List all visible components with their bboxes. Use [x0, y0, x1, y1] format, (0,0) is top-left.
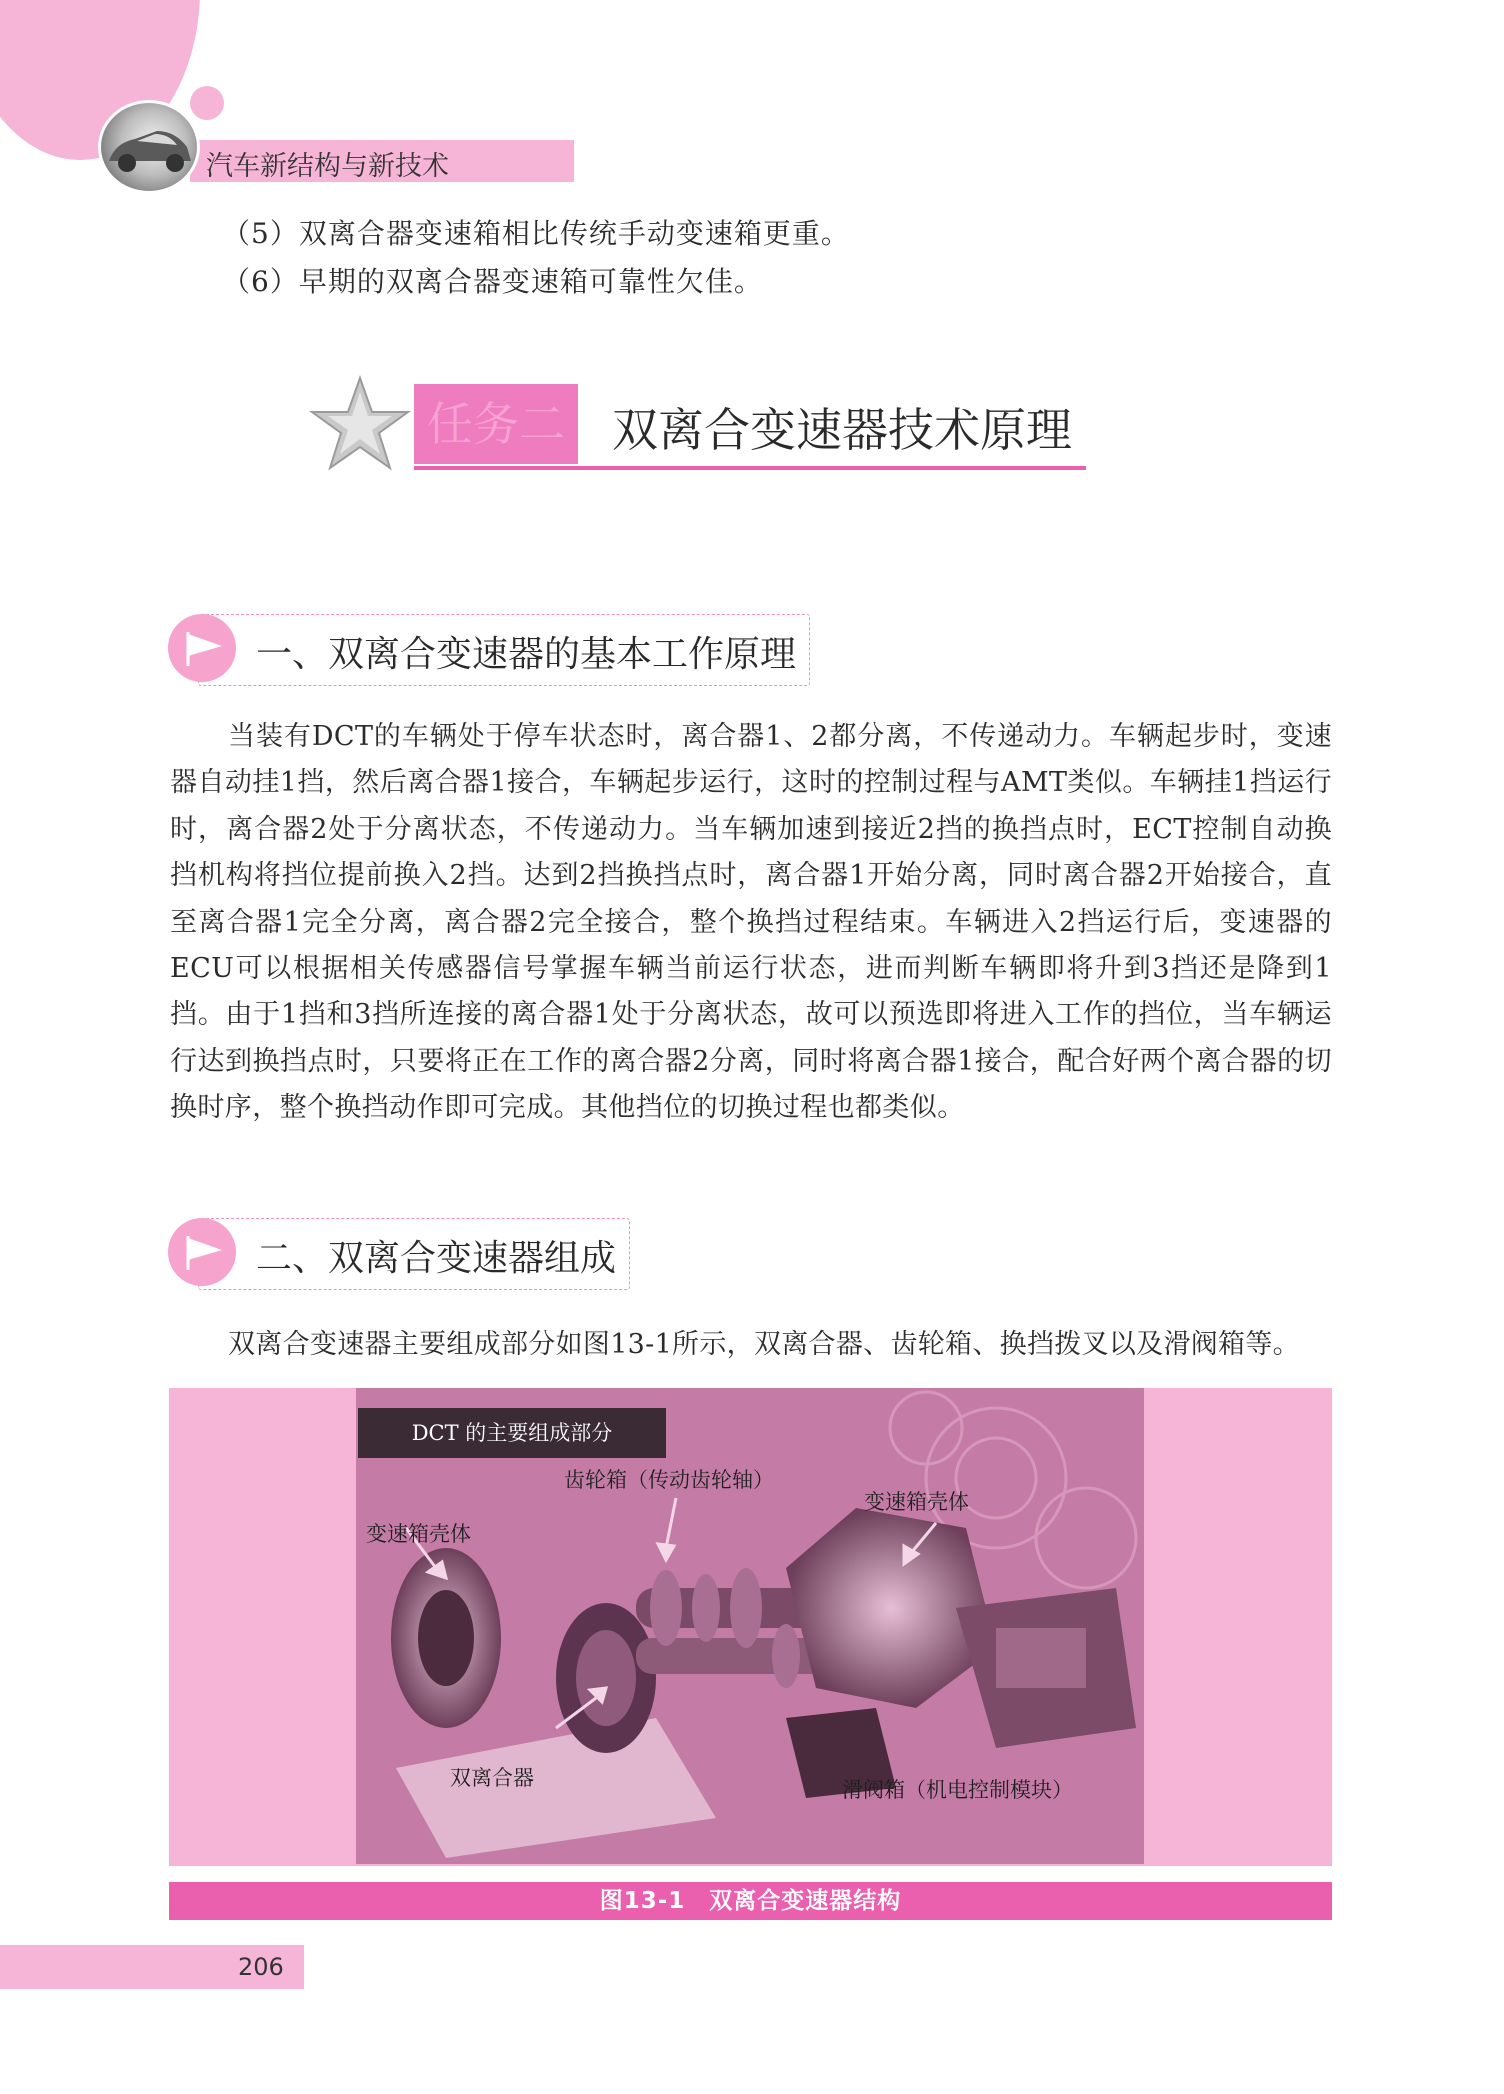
task-badge-label: 任务二	[427, 397, 565, 451]
figure-photo	[356, 1388, 1144, 1864]
section-heading-circle	[168, 1218, 236, 1286]
label-dual-clutch: 双离合器	[450, 1766, 534, 1790]
figure-photo-title-box	[358, 1408, 666, 1458]
flag-icon	[168, 614, 236, 682]
figure-caption-bar	[169, 1882, 1332, 1920]
label-valve-body: 滑阀箱（机电控制模块）	[842, 1778, 1073, 1802]
list-item: （6）早期的双离合器变速箱可靠性欠佳。	[222, 265, 763, 298]
figure-photo-title: DCT 的主要组成部分	[411, 1421, 613, 1445]
section-heading-circle	[168, 614, 236, 682]
corner-dot-decoration	[190, 86, 224, 120]
car-icon	[101, 103, 197, 191]
header-car-thumbnail	[98, 100, 200, 194]
list-item: （5）双离合器变速箱相比传统手动变速箱更重。	[222, 217, 850, 250]
task-underline	[414, 466, 1086, 470]
body-paragraph: 当装有DCT的车辆处于停车状态时，离合器1、2都分离，不传递动力。车辆起步时，变速器自动挂1挡，然后离合器1接合，车辆起步运行，这时的控制过程与AMT类似。车辆挂1挡运行时，离合器2处于分离状态，不传递动力。当车辆加速到接近2挡的换挡点时，ECT控制自动换挡机构将挡位提前换入2挡。达到2挡换挡点时，离合器1开始分离，同时离合器2开始接合，直至离合器1完全分离，离合器2完全接合，整个换挡过程结束。车辆进入2挡运行后，变速器的ECU可以根据相关传感器信号掌握车辆当前运行状态，进而判断车辆即将升到3挡还是降到1挡。由于1挡和3挡所连接的离合器1处于分离状态，故可以预选即将进入工作的挡位，当车辆运行达到换挡点时，只要将正在工作的离合器2分离，同时将离合器1接合，配合好两个离合器的切换时序，整个换挡动作即可完成。其他挡位的切换过程也都类似。	[170, 721, 1332, 1124]
label-housing-right: 变速箱壳体	[864, 1490, 969, 1514]
flag-icon	[168, 1218, 236, 1286]
figure-caption: 图13-1 双离合变速器结构	[599, 1888, 902, 1914]
task-badge	[414, 384, 578, 464]
star-icon	[308, 374, 412, 474]
book-title: 汽车新结构与新技术	[206, 151, 449, 182]
label-gearbox: 齿轮箱（传动齿轮轴）	[564, 1468, 774, 1492]
label-housing-left: 变速箱壳体	[366, 1522, 471, 1546]
section-title: 一、双离合变速器的基本工作原理	[256, 634, 797, 675]
task-title: 双离合变速器技术原理	[612, 403, 1072, 457]
intro-paragraph: 双离合变速器主要组成部分如图13-1所示，双离合器、齿轮箱、换挡拨叉以及滑阀箱等。	[228, 1329, 1300, 1360]
section-title: 二、双离合变速器组成	[256, 1238, 617, 1279]
page-number: 206	[238, 1953, 284, 1981]
